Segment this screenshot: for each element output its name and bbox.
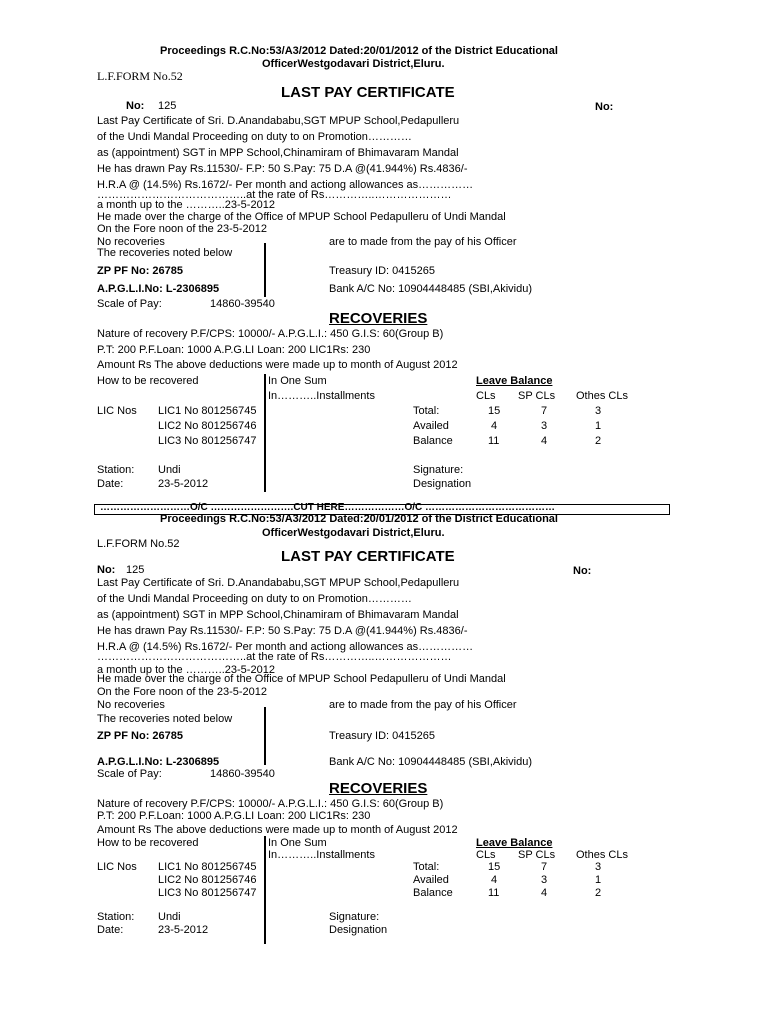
body-line-3: as (appointment) SGT in MPP School,Chinamiram of Bhimavaram Mandal: [97, 147, 459, 159]
body-line-7: a month up to the ………..23-5-2012: [97, 664, 275, 676]
leave-row-label: Total:: [413, 405, 440, 417]
body-line-5: H.R.A @ (14.5%) Rs.1672/- Per month and actiong allowances as……………: [97, 179, 474, 191]
no-recoveries: No recoveries: [97, 236, 165, 248]
date-label: Date:: [97, 924, 124, 936]
body-line-9: On the Fore noon of the 23-5-2012: [97, 223, 268, 235]
leave-cell: 3: [541, 420, 548, 432]
leave-col-cls: CLs: [476, 390, 496, 402]
amount-line: Amount Rs The above deductions were made up to month of August 2012: [97, 359, 458, 371]
in-one-sum: In One Sum: [268, 375, 327, 387]
lic-item: LIC1 No 801256745: [158, 861, 257, 873]
lic-item: LIC1 No 801256745: [158, 405, 257, 417]
date-label: Date:: [97, 478, 124, 490]
leave-row-label: Balance: [413, 887, 453, 899]
designation-label: Designation: [413, 478, 472, 490]
no-right-label: No:: [573, 565, 592, 577]
body-line-2: of the Undi Mandal Proceeding on duty to on Promotion…………: [97, 593, 412, 605]
leave-cell: 4: [491, 420, 498, 432]
leave-cell: 7: [541, 861, 548, 873]
proceedings-header-line2: OfficerWestgodavari District,Eluru.: [262, 527, 445, 539]
scale-of-pay-value: 14860-39540: [210, 768, 275, 780]
vertical-divider: [264, 836, 266, 944]
nature-of-recovery: Nature of recovery P.F/CPS: 10000/- A.P.G.L.I.: 450 G.I.S: 60(Group B): [97, 798, 444, 810]
lic-item: LIC2 No 801256746: [158, 874, 257, 886]
recoveries-title: RECOVERIES: [329, 780, 428, 797]
no-label: No:: [126, 100, 145, 112]
proceedings-header-line2: OfficerWestgodavari District,Eluru.: [262, 58, 445, 70]
pt-line: P.T: 200 P.F.Loan: 1000 A.P.G.LI Loan: 200 LIC1Rs: 230: [97, 344, 371, 356]
recoveries-noted: The recoveries noted below: [97, 247, 233, 259]
body-line-2: of the Undi Mandal Proceeding on duty to on Promotion…………: [97, 131, 412, 143]
leave-balance-title: Leave Balance: [476, 375, 553, 387]
body-line-9: On the Fore noon of the 23-5-2012: [97, 686, 268, 698]
nature-of-recovery: Nature of recovery P.F/CPS: 10000/- A.P.G.L.I.: 450 G.I.S: 60(Group B): [97, 328, 444, 340]
body-line-5: H.R.A @ (14.5%) Rs.1672/- Per month and actiong allowances as……………: [97, 641, 474, 653]
leave-cell: 7: [541, 405, 548, 417]
leave-row-label: Total:: [413, 861, 440, 873]
no-label: No:: [97, 564, 116, 576]
installments: In………..Installments: [268, 849, 375, 861]
leave-cell: 3: [595, 861, 602, 873]
proceedings-header-line1: Proceedings R.C.No:53/A3/2012 Dated:20/01/2012 of the District Educational: [160, 513, 558, 525]
scale-of-pay-label: Scale of Pay:: [97, 768, 162, 780]
station-value: Undi: [158, 464, 181, 476]
leave-cell: 1: [595, 420, 602, 432]
leave-cell: 1: [595, 874, 602, 886]
how-to-be-recovered: How to be recovered: [97, 837, 199, 849]
no-value: 125: [158, 100, 177, 112]
lic-nos-label: LIC Nos: [97, 405, 137, 417]
recoveries-noted: The recoveries noted below: [97, 713, 233, 725]
leave-row-label: Balance: [413, 435, 453, 447]
body-line-8: He made over the charge of the Office of MPUP School Pedapulleru of Undi Mandal: [97, 211, 506, 223]
leave-col-othes-cls: Othes CLs: [576, 390, 628, 402]
bank-account: Bank A/C No: 10904448485 (SBI,Akividu): [329, 283, 533, 295]
body-line-1: Last Pay Certificate of Sri. D.Anandababu,SGT MPUP School,Pedapulleru: [97, 577, 460, 589]
lic-item: LIC3 No 801256747: [158, 887, 257, 899]
vertical-divider: [264, 374, 266, 492]
date-value: 23-5-2012: [158, 924, 209, 936]
zp-pf-no: ZP PF No: 26785: [97, 265, 183, 277]
signature-label: Signature:: [413, 464, 464, 476]
certificate-title: LAST PAY CERTIFICATE: [281, 84, 455, 101]
vertical-divider: [264, 707, 266, 765]
certificate-title: LAST PAY CERTIFICATE: [281, 548, 455, 565]
recoveries-title: RECOVERIES: [329, 310, 428, 327]
leave-col-cls: CLs: [476, 849, 496, 861]
form-number: L.F.FORM No.52: [97, 69, 183, 83]
no-recoveries: No recoveries: [97, 699, 165, 711]
body-line-3: as (appointment) SGT in MPP School,Chinamiram of Bhimavaram Mandal: [97, 609, 459, 621]
leave-cell: 15: [488, 861, 501, 873]
bank-account: Bank A/C No: 10904448485 (SBI,Akividu): [329, 756, 533, 768]
leave-cell: 3: [595, 405, 602, 417]
zp-pf-no: ZP PF No: 26785: [97, 730, 183, 742]
leave-cell: 4: [541, 435, 548, 447]
leave-cell: 2: [595, 887, 602, 899]
form-number: L.F.FORM No.52: [97, 538, 180, 550]
body-line-6: …………………………………..at the rate of Rs…………..…………………: [97, 651, 452, 663]
leave-cell: 3: [541, 874, 548, 886]
lic-item: LIC2 No 801256746: [158, 420, 257, 432]
leave-cell: 4: [491, 874, 498, 886]
apgli-no: A.P.G.L.I.No: L-2306895: [97, 283, 220, 295]
body-line-4: He has drawn Pay Rs.11530/- F.P: 50 S.Pay: 75 D.A @(41.944%) Rs.4836/-: [97, 625, 468, 637]
treasury-id: Treasury ID: 0415265: [329, 730, 435, 742]
leave-cell: 4: [541, 887, 548, 899]
leave-col-othes-cls: Othes CLs: [576, 849, 628, 861]
body-line-6: …………………………………..at the rate of Rs…………..…………………: [97, 189, 452, 201]
leave-row-label: Availed: [413, 420, 449, 432]
date-value: 23-5-2012: [158, 478, 209, 490]
pt-line: P.T: 200 P.F.Loan: 1000 A.P.G.LI Loan: 200 LIC1Rs: 230: [97, 810, 371, 822]
proceedings-header-line1: Proceedings R.C.No:53/A3/2012 Dated:20/01/2012 of the District Educational: [160, 45, 558, 57]
leave-col-sp-cls: SP CLs: [518, 390, 556, 402]
cut-here-line: ………………………O/C …………………….CUT HERE………………O/C …………………………………: [100, 502, 556, 513]
leave-row-label: Availed: [413, 874, 449, 886]
how-to-be-recovered: How to be recovered: [97, 375, 199, 387]
leave-col-sp-cls: SP CLs: [518, 849, 556, 861]
body-line-7: a month up to the ………..23-5-2012: [97, 199, 275, 211]
station-label: Station:: [97, 911, 135, 923]
no-right-label: No:: [595, 101, 614, 113]
vertical-divider: [264, 243, 266, 297]
scale-of-pay-label: Scale of Pay:: [97, 298, 162, 310]
body-line-8: He made over the charge of the Office of MPUP School Pedapulleru of Undi Mandal: [97, 673, 506, 685]
are-to-made-text: are to made from the pay of his Officer: [329, 699, 517, 711]
leave-balance-title: Leave Balance: [476, 837, 553, 849]
designation-label: Designation: [329, 924, 388, 936]
leave-cell: 11: [488, 887, 500, 899]
lic-nos-label: LIC Nos: [97, 861, 137, 873]
leave-cell: 11: [488, 435, 500, 447]
are-to-made-text: are to made from the pay of his Officer: [329, 236, 517, 248]
lic-item: LIC3 No 801256747: [158, 435, 257, 447]
scale-of-pay-value: 14860-39540: [210, 298, 275, 310]
amount-line: Amount Rs The above deductions were made up to month of August 2012: [97, 824, 458, 836]
body-line-4: He has drawn Pay Rs.11530/- F.P: 50 S.Pay: 75 D.A @(41.944%) Rs.4836/-: [97, 163, 468, 175]
body-line-1: Last Pay Certificate of Sri. D.Anandababu,SGT MPUP School,Pedapulleru: [97, 115, 460, 127]
apgli-no: A.P.G.L.I.No: L-2306895: [97, 756, 220, 768]
treasury-id: Treasury ID: 0415265: [329, 265, 435, 277]
station-label: Station:: [97, 464, 135, 476]
leave-cell: 15: [488, 405, 501, 417]
no-value: 125: [126, 564, 145, 576]
installments: In………..Installments: [268, 390, 375, 402]
in-one-sum: In One Sum: [268, 837, 327, 849]
station-value: Undi: [158, 911, 181, 923]
signature-label: Signature:: [329, 911, 380, 923]
leave-cell: 2: [595, 435, 602, 447]
